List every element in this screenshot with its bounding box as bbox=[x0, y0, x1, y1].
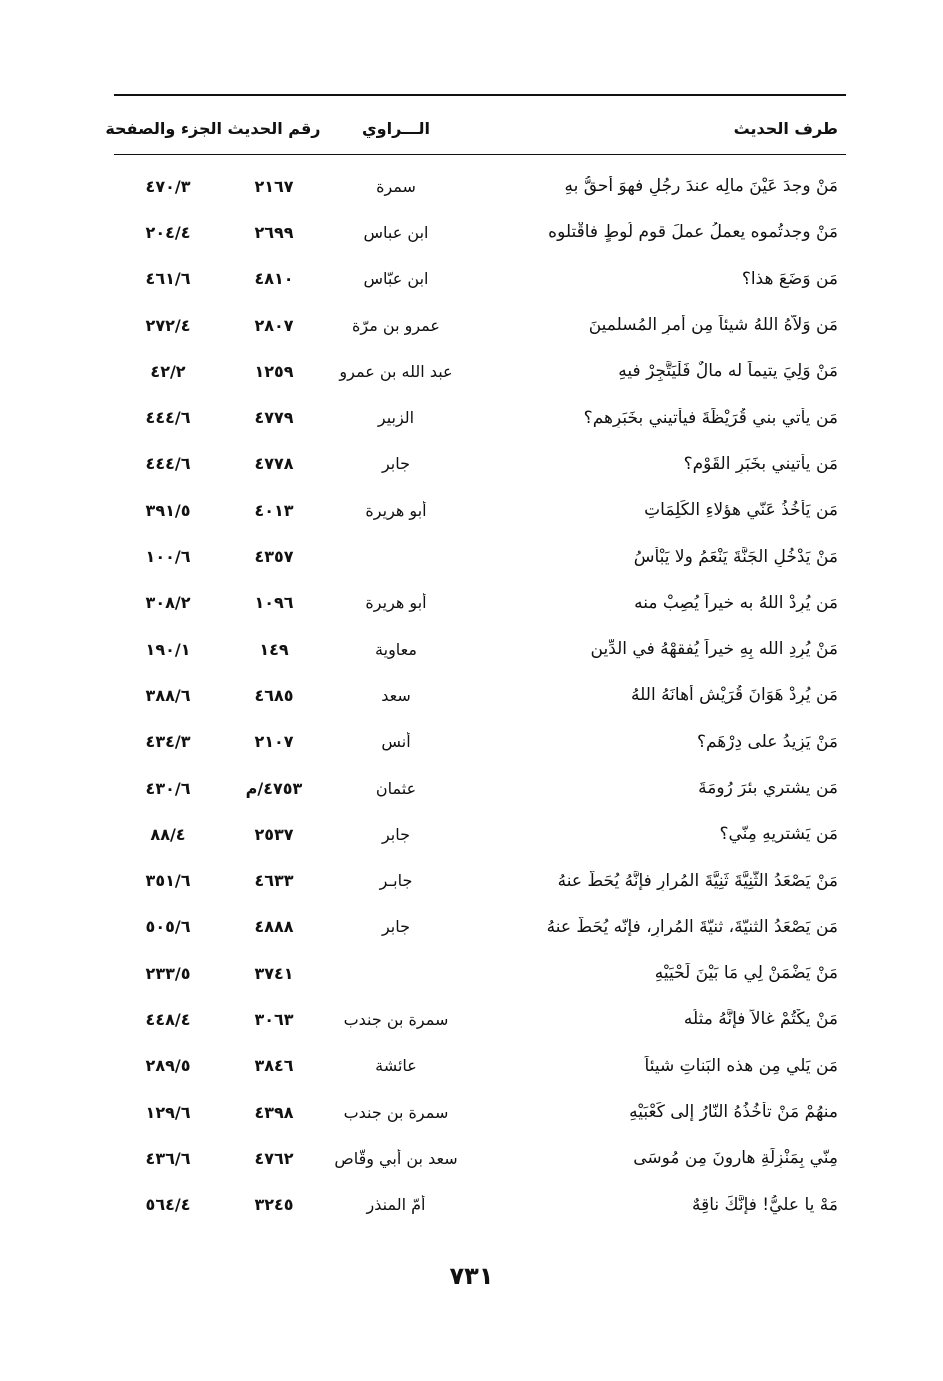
volume-page: ٢٧٢/٤ bbox=[145, 315, 191, 335]
hadith-number: ٤٣٥٧ bbox=[254, 547, 294, 567]
hadith-text: مَن يَشتريهِ مِنّي؟ bbox=[719, 824, 838, 845]
hadith-number: ٤٧٥٣/م bbox=[245, 778, 303, 798]
hadith-number: ٤٧٧٩ bbox=[254, 408, 294, 428]
table-row bbox=[114, 904, 846, 950]
table-row bbox=[114, 533, 846, 579]
narrator: جابر bbox=[381, 917, 411, 937]
hadith-number: ١٤٩ bbox=[259, 639, 289, 659]
table-row bbox=[114, 256, 846, 302]
hadith-text: مَن يأتيني بخَبَرِ القَوْمِ؟ bbox=[683, 453, 838, 474]
hadith-number: ٤٣٩٨ bbox=[254, 1102, 294, 1122]
hadith-text: منهُمْ مَنْ تأخُذُهُ النّارُ إلى كَعْبَيْهِ bbox=[629, 1102, 838, 1123]
header-rule bbox=[114, 154, 846, 155]
hadith-text: مِنّي بِمَنْزِلَةِ هارونَ مِن مُوسَى bbox=[633, 1148, 838, 1169]
volume-page: ٤٣٤/٣ bbox=[145, 732, 191, 752]
table-row bbox=[114, 1135, 846, 1181]
hadith-number: ٢٦٩٩ bbox=[254, 222, 294, 242]
volume-page: ٢٠٤/٤ bbox=[145, 222, 191, 242]
header-hadith: طرف الحديث bbox=[733, 118, 838, 138]
narrator: أبو هريرة bbox=[365, 593, 427, 613]
index-page bbox=[105, 94, 846, 1228]
hadith-text: مَنْ يَزِيدُ على دِرْهَمٍ؟ bbox=[696, 731, 838, 752]
hadith-number: ٢٨٠٧ bbox=[254, 315, 294, 335]
table-row bbox=[114, 1043, 846, 1089]
table-header bbox=[105, 102, 846, 154]
volume-page: ٥٦٤/٤ bbox=[145, 1195, 191, 1215]
table-row bbox=[114, 394, 846, 440]
hadith-text: مَنْ وجدَ عَيْنَ مالِه عندَ رجُلٍ فهوَ أحقُّ بهِ bbox=[564, 176, 838, 197]
hadith-text: مَن يَصْعَدُ الثنيّةَ، ثنيّةَ المُرارِ، فإنّه يُحَطُّ عنهُ bbox=[546, 916, 838, 937]
narrator: معاوية bbox=[375, 639, 417, 659]
hadith-number: ٢٥٣٧ bbox=[254, 824, 294, 844]
table-row bbox=[114, 950, 846, 996]
table-body bbox=[114, 163, 846, 1228]
hadith-text: مَن يأتي بني قُرَيْظَةَ فيأتيني بخَبَرِهم؟ bbox=[583, 407, 838, 428]
volume-page: ٣٨٨/٦ bbox=[145, 685, 191, 705]
narrator: عائشة bbox=[375, 1056, 417, 1076]
hadith-text: مَنْ وجدتُموه يعملُ عملَ قومِ لُوطٍ فاقْتلوه bbox=[548, 222, 838, 243]
hadith-number: ٢١٦٧ bbox=[254, 176, 294, 196]
table-row bbox=[114, 626, 846, 672]
hadith-number: ١٢٥٩ bbox=[254, 361, 294, 381]
narrator: أبو هريرة bbox=[365, 500, 427, 520]
narrator: أمّ المنذر bbox=[366, 1195, 426, 1215]
hadith-text: مَنْ يُرِدِ الله بِهِ خيراً يُفقهْهُ في الدِّينِ bbox=[590, 639, 838, 660]
hadith-text: مَنْ يَصْعَدُ الثَّنِيَّةَ ثَنِيَّةَ المُرارِ فإنَّهُ يُحَطُّ عنهُ bbox=[557, 870, 838, 891]
narrator: ابن عبّاس bbox=[363, 269, 429, 289]
narrator: سمرة بن جندب bbox=[343, 1102, 449, 1122]
hadith-number: ٣٨٤٦ bbox=[254, 1056, 294, 1076]
hadith-text: مَن يُرِدْ هَوَانَ قُرَيْشٍ أهانَهُ اللهُ bbox=[631, 685, 838, 706]
narrator: جابـر bbox=[379, 871, 413, 891]
volume-page: ١٠٠/٦ bbox=[145, 547, 191, 567]
narrator: سمرة بن جندب bbox=[343, 1009, 449, 1029]
table-row bbox=[114, 209, 846, 255]
hadith-text: مَنْ يكْتُمْ غالاً فإنَّهُ مثلُه bbox=[683, 1009, 838, 1030]
narrator: جابر bbox=[381, 454, 411, 474]
header-location: الجزء والصفحة bbox=[105, 118, 222, 138]
hadith-text: مَن يَلي مِن هذه البَناتِ شيئاً bbox=[644, 1055, 838, 1076]
hadith-text: مَنْ يَضْمَنْ لِي مَا بَيْنَ لَحْيَيْهِ bbox=[654, 963, 838, 984]
narrator: سعد bbox=[381, 685, 411, 705]
table-row bbox=[114, 1182, 846, 1228]
volume-page: ٤٤٤/٦ bbox=[145, 454, 191, 474]
table-row bbox=[114, 765, 846, 811]
volume-page: ٤٧٠/٣ bbox=[145, 176, 191, 196]
narrator: ابن عباس bbox=[363, 222, 429, 242]
table-row bbox=[114, 811, 846, 857]
narrator: أنس bbox=[381, 732, 411, 752]
table-row bbox=[114, 163, 846, 209]
volume-page: ٤٤٨/٤ bbox=[145, 1009, 191, 1029]
table-row bbox=[114, 857, 846, 903]
header-number: رقم الحديث bbox=[227, 118, 321, 138]
hadith-text: مَن يشتري بئرَ رُومَةَ bbox=[698, 778, 838, 798]
volume-page: ٣٥١/٦ bbox=[145, 871, 191, 891]
header-narrator: الـــراوي bbox=[362, 118, 430, 138]
narrator: عثمان bbox=[375, 778, 417, 798]
volume-page: ٣٩١/٥ bbox=[145, 500, 191, 520]
hadith-text: مَن وَلاَّهُ اللهُ شيئاً مِن أمرِ المُسلمينَ bbox=[588, 315, 838, 336]
page-number: ٧٣١ bbox=[449, 1262, 494, 1290]
table-row bbox=[114, 348, 846, 394]
volume-page: ٢٣٣/٥ bbox=[145, 963, 191, 983]
narrator: عبد الله بن عمرو bbox=[339, 361, 453, 381]
hadith-number: ٣٢٤٥ bbox=[254, 1195, 294, 1215]
table-row bbox=[114, 580, 846, 626]
hadith-text: مَنْ يَدْخُلِ الجَنَّةَ يَنْعَمُ ولا يَبْأَسُ bbox=[633, 546, 838, 567]
volume-page: ٢٨٩/٥ bbox=[145, 1056, 191, 1076]
hadith-text: مَن يُرِدْ اللهُ به خيراً يُصِبْ منه bbox=[634, 592, 838, 613]
volume-page: ٤٢/٢ bbox=[150, 361, 186, 381]
volume-page: ١٩٠/١ bbox=[145, 639, 191, 659]
table-row bbox=[114, 487, 846, 533]
hadith-number: ٤٨١٠ bbox=[254, 269, 294, 289]
volume-page: ٨٨/٤ bbox=[150, 824, 186, 844]
narrator: جابر bbox=[381, 824, 411, 844]
hadith-number: ٤٧٦٢ bbox=[254, 1148, 294, 1168]
hadith-number: ٤٠١٣ bbox=[254, 500, 294, 520]
hadith-number: ٢١٠٧ bbox=[254, 732, 294, 752]
volume-page: ٥٠٥/٦ bbox=[145, 917, 191, 937]
hadith-text: مَن وَضَعَ هذا؟ bbox=[741, 268, 838, 289]
hadith-number: ٤٧٧٨ bbox=[254, 454, 294, 474]
table-row bbox=[114, 996, 846, 1042]
hadith-text: مَنْ وَلِيَ يتيماً له مالٌ فَلْيَتَّجِرْ فيهِ bbox=[618, 361, 838, 382]
hadith-number: ٤٦٨٥ bbox=[254, 685, 294, 705]
volume-page: ٤٣٦/٦ bbox=[145, 1148, 191, 1168]
narrator: سمرة bbox=[376, 176, 416, 196]
volume-page: ٤٦١/٦ bbox=[145, 269, 191, 289]
hadith-text: مَهْ يا عليُّ! فإنَّكَ ناقِهٌ bbox=[691, 1194, 838, 1215]
narrator: سعد بن أبي وقّاص bbox=[334, 1148, 458, 1168]
table-row bbox=[114, 1089, 846, 1135]
volume-page: ٤٣٠/٦ bbox=[145, 778, 191, 798]
volume-page: ١٢٩/٦ bbox=[145, 1102, 191, 1122]
hadith-number: ٤٨٨٨ bbox=[254, 917, 294, 937]
narrator: الزبير bbox=[377, 408, 415, 428]
table-row bbox=[114, 719, 846, 765]
hadith-number: ٣٧٤١ bbox=[254, 963, 294, 983]
volume-page: ٤٤٤/٦ bbox=[145, 408, 191, 428]
table-row bbox=[114, 672, 846, 718]
hadith-number: ١٠٩٦ bbox=[254, 593, 294, 613]
top-rule bbox=[114, 94, 846, 96]
table-row bbox=[114, 441, 846, 487]
hadith-text: مَن يَأْخُذُ عَنّي هؤلاءِ الكَلِمَاتِ bbox=[644, 500, 838, 521]
narrator: عمرو بن مرّة bbox=[352, 315, 440, 335]
table-row bbox=[114, 302, 846, 348]
hadith-number: ٣٠٦٣ bbox=[254, 1009, 294, 1029]
volume-page: ٣٠٨/٢ bbox=[145, 593, 191, 613]
hadith-number: ٤٦٣٣ bbox=[254, 871, 294, 891]
